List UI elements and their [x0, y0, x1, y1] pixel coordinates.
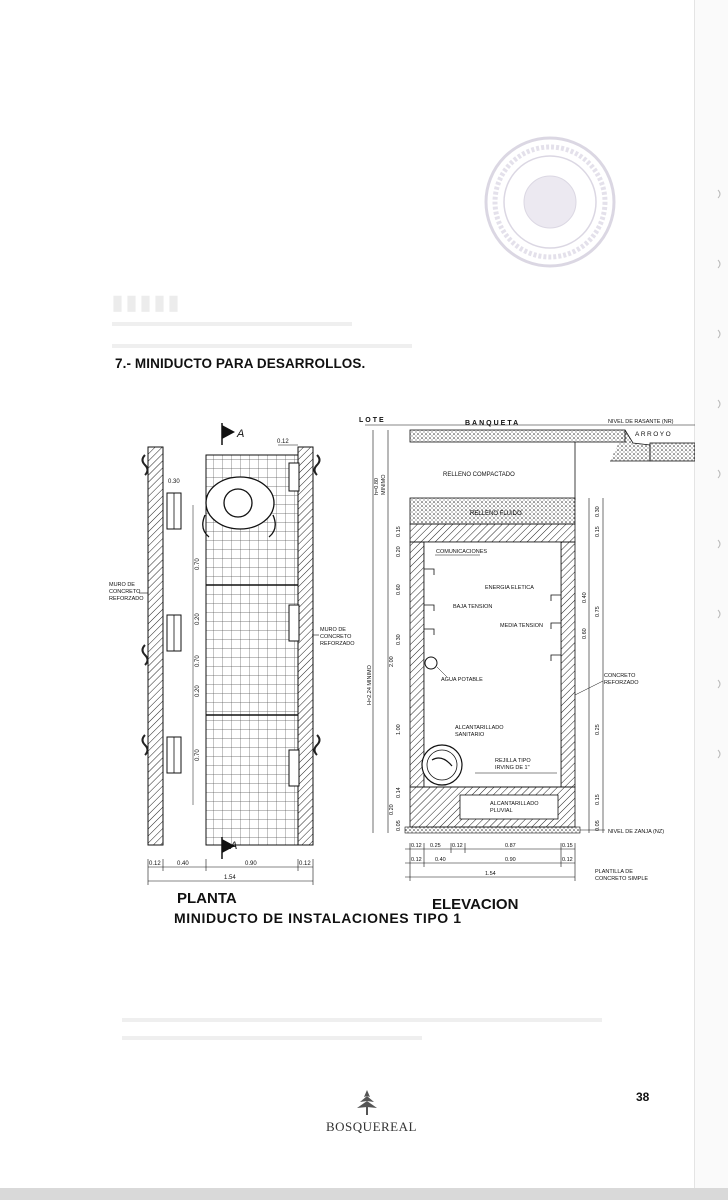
svg-text:0.20: 0.20	[195, 613, 201, 625]
section-marker-top: A	[237, 428, 245, 440]
svg-text:0.20: 0.20	[195, 685, 201, 697]
plan-left-dim: 0.30	[168, 479, 180, 485]
logo-text: BOSQUEREAL	[326, 1119, 417, 1134]
label-medium-voltage: MEDIA TENSION	[500, 623, 543, 629]
svg-text:1.00: 1.00	[396, 724, 402, 735]
plan-right-wall-label-2: CONCRETO	[320, 634, 352, 640]
elev-dim-r2-3: 0.12	[562, 857, 573, 863]
plan-top-dim: 0.12	[277, 439, 289, 445]
plan-left-wall-label-2: CONCRETO	[109, 589, 141, 595]
svg-text:0.05: 0.05	[396, 820, 402, 831]
plan-right-wall-label-3: REFORZADO	[320, 641, 355, 647]
label-sanitary-sewer-2: SANITARIO	[455, 732, 485, 738]
svg-text:0.70: 0.70	[195, 749, 201, 761]
page-number: 38	[636, 1090, 650, 1104]
svg-text:0.15: 0.15	[396, 526, 402, 537]
label-min-depth-1: h=0.80	[374, 478, 380, 495]
label-lean-concrete-1: PLANTILLA DE	[595, 869, 633, 875]
elevation-right-dims	[582, 506, 601, 831]
drawing-caption: MINIDUCTO DE INSTALACIONES TIPO 1	[174, 910, 462, 926]
label-lean-concrete-2: CONCRETO SIMPLE	[595, 876, 649, 882]
label-compacted-fill: RELLENO COMPACTADO	[443, 472, 515, 478]
official-seal-stamp	[480, 132, 620, 272]
svg-text:0.30: 0.30	[595, 506, 601, 517]
elev-dim-r1-2: 0.12	[452, 843, 463, 849]
potable-water-pipe	[425, 657, 437, 669]
elevation-view	[359, 417, 695, 882]
elevation-left-dims	[389, 526, 402, 831]
miniducto-drawing	[105, 405, 695, 890]
label-lot: LOTE	[359, 417, 386, 424]
plan-caption: PLANTA	[177, 890, 237, 907]
label-storm-sewer-2: PLUVIAL	[490, 808, 513, 814]
label-grate-2: IRVING DE 1"	[495, 765, 530, 771]
bosquereal-logo-icon	[352, 1088, 382, 1118]
plan-dim-wall-right: 0.12	[299, 861, 311, 867]
label-reinforced-concrete-1: CONCRETO	[604, 673, 636, 679]
bleed-through-line	[122, 1018, 602, 1022]
sanitary-sewer-pipe	[422, 745, 462, 785]
duct-left-wall	[410, 542, 424, 787]
svg-text:0.14: 0.14	[396, 787, 402, 798]
elev-dim-r1-0: 0.12	[411, 843, 422, 849]
street-pavement	[650, 443, 695, 461]
bleed-through-line	[112, 344, 412, 348]
bleed-through-line	[122, 1036, 422, 1040]
plan-left-wall-label-3: REFORZADO	[109, 596, 144, 602]
plan-bottom-dims	[148, 859, 313, 885]
duct-right-wall	[561, 542, 575, 787]
label-potable-water: AGUA POTABLE	[441, 677, 483, 683]
elev-dim-r1-1: 0.25	[430, 843, 441, 849]
svg-text:2.00: 2.00	[389, 656, 395, 667]
plan-right-wall-label-1: MURO DE	[320, 627, 346, 633]
svg-text:0.25: 0.25	[595, 724, 601, 735]
svg-text:0.20: 0.20	[389, 804, 395, 815]
svg-text:0.40: 0.40	[582, 592, 588, 603]
label-electric-energy: ENERGIA ELETICA	[485, 585, 534, 591]
plan-dim-center: 0.90	[245, 861, 257, 867]
duct-top-slab	[410, 524, 575, 542]
elevation-caption: ELEVACION	[432, 896, 519, 913]
label-storm-sewer-1: ALCANTARILLADO	[490, 801, 539, 807]
sidewalk-slab	[410, 430, 625, 442]
svg-text:0.70: 0.70	[195, 655, 201, 667]
plan-dim-total: 1.54	[224, 875, 236, 881]
plan-dim-wall-left: 0.12	[149, 861, 161, 867]
plan-right-wall	[298, 447, 313, 845]
section-arrow-top	[222, 425, 235, 439]
svg-text:0.60: 0.60	[582, 628, 588, 639]
svg-text:0.75: 0.75	[595, 606, 601, 617]
label-grade-level: NIVEL DE RASANTE (NR)	[608, 419, 674, 425]
label-street: ARROYO	[635, 431, 673, 438]
bleed-through-line	[112, 322, 352, 326]
elev-dim-r1-3: 0.87	[505, 843, 516, 849]
label-sidewalk: BANQUETA	[465, 420, 521, 427]
svg-text:0.70: 0.70	[195, 558, 201, 570]
label-sanitary-sewer-1: ALCANTARILLADO	[455, 725, 504, 731]
svg-text:0.05: 0.05	[595, 820, 601, 831]
elev-dim-r2-0: 0.12	[411, 857, 422, 863]
svg-text:0.15: 0.15	[595, 794, 601, 805]
svg-text:0.15: 0.15	[595, 526, 601, 537]
plan-dim-side: 0.40	[177, 861, 189, 867]
svg-text:0.60: 0.60	[396, 584, 402, 595]
elev-dim-r2-2: 0.90	[505, 857, 516, 863]
plan-left-wall-label-1: MURO DE	[109, 582, 135, 588]
label-trench-level: NIVEL DE ZANJA (NZ)	[608, 829, 665, 835]
bottom-band	[0, 1188, 728, 1200]
plan-view	[109, 423, 355, 885]
bleed-through-text: ▮▮▮▮▮	[112, 292, 183, 314]
elevation-right-dimension-line	[589, 498, 603, 833]
label-communications: COMUNICACIONES	[436, 549, 488, 555]
page-edge-marks	[706, 150, 726, 850]
label-low-voltage: BAJA TENSION	[453, 604, 493, 610]
section-title: 7.- MINIDUCTO PARA DESARROLLOS.	[115, 356, 366, 371]
svg-text:0.30: 0.30	[396, 634, 402, 645]
label-reinforced-concrete-2: REFORZADO	[604, 680, 639, 686]
elev-dim-total: 1.54	[485, 871, 496, 877]
label-fluid-fill: RELLENO FLUIDO	[470, 511, 522, 517]
plan-left-wall	[148, 447, 163, 845]
label-min-depth-2: MINIMO	[381, 474, 387, 495]
elev-dim-r1-4: 0.15	[562, 843, 573, 849]
elev-dim-r2-1: 0.40	[435, 857, 446, 863]
label-grate-1: REJILLA TIPO	[495, 758, 531, 764]
lean-concrete-base	[405, 827, 580, 833]
svg-text:0.20: 0.20	[396, 546, 402, 557]
plan-side-dims	[193, 505, 201, 805]
label-min-height: H=2.24 MINIMO	[367, 665, 373, 705]
section-marker-bottom: A	[230, 840, 238, 852]
